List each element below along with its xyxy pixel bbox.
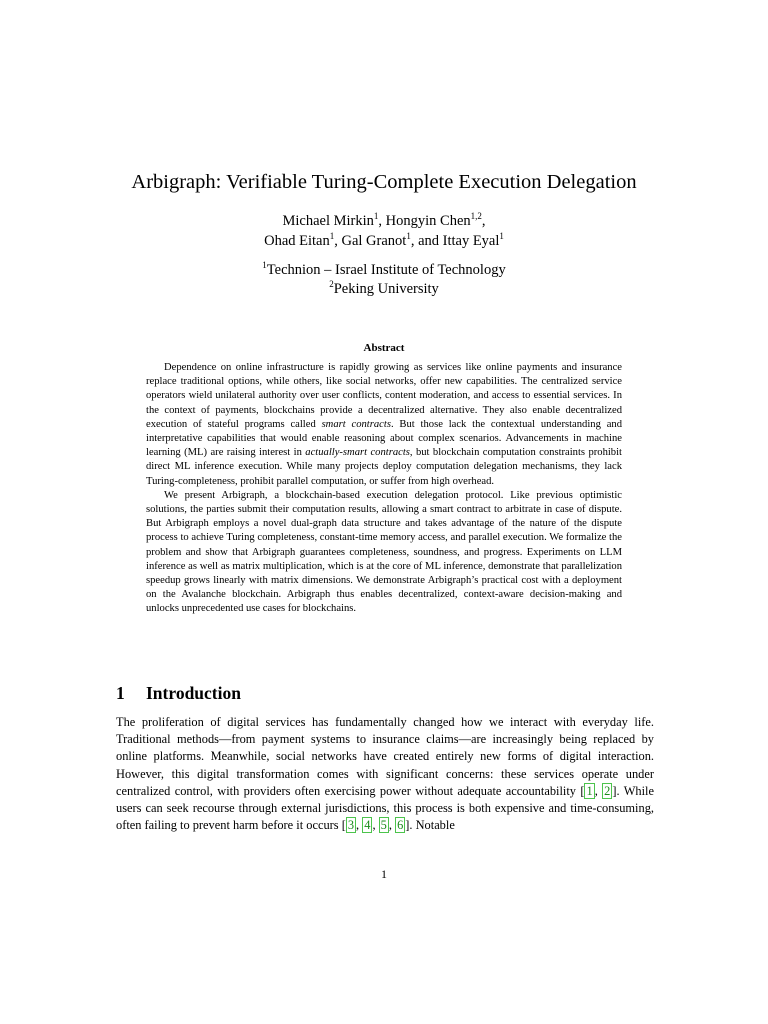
author-affiliation-mark: 1 xyxy=(329,231,335,241)
affiliation-name: Technion – Israel Institute of Technology xyxy=(266,262,506,278)
citation-separator: , xyxy=(356,818,363,833)
abstract-paragraph-1 xyxy=(146,361,622,489)
citation-link[interactable]: 4 xyxy=(364,818,371,833)
section-number: 1 xyxy=(116,683,125,703)
abstract-emphasis: actually-smart contracts xyxy=(305,447,410,459)
citation-link[interactable]: 3 xyxy=(347,818,355,833)
citation-separator: , xyxy=(372,818,379,833)
section-title: Introduction xyxy=(146,683,241,703)
author-name: Ohad Eitan xyxy=(264,233,330,249)
author-name: Ittay Eyal xyxy=(442,233,500,249)
section-heading xyxy=(116,683,241,704)
affiliation-mark: 1 xyxy=(262,260,267,270)
author-name: Gal Granot xyxy=(341,233,407,249)
affiliation-item xyxy=(0,280,768,299)
citation-separator: , xyxy=(594,783,603,798)
affiliation-list xyxy=(0,261,768,299)
author-affiliation-mark: 1 xyxy=(499,231,504,241)
intro-paragraph: The proliferation of digital services has fundamentally changed how we interact with everyday life. Traditional methods—from payment systems to insurance claims—are increasingly being replaced by online platforms. Meanwhile, social networks have created entirely new forms of digital interaction. However, this digital transformation comes with significant concerns: these services operate under centralized control, with providers often exercising power without adequate accountability [ 1 , 2 ]. While users can seek recourse through external jurisdictions, this process is both expensive and time-consuming, often failing to prevent harm before it occurs [ 3 , 4 , 5 , 6 ]. Notable xyxy=(116,715,654,833)
author-name: Hongyin Chen xyxy=(385,213,471,229)
author-separator: , xyxy=(481,213,486,229)
citation-link[interactable]: 1 xyxy=(586,783,593,798)
author-affiliation-mark: 1 xyxy=(406,231,411,241)
abstract-emphasis: smart contracts xyxy=(321,418,391,430)
abstract-heading: Abstract xyxy=(363,342,405,354)
author-affiliation-mark: 1,2 xyxy=(470,211,482,221)
affiliation-item xyxy=(0,261,768,280)
citation-separator: , xyxy=(388,818,396,833)
author-separator: , xyxy=(334,233,342,249)
abstract-text: , but blockchain computation constraints prohibit direct ML inference execution. While many projects deploy computation delegation mechanisms, they lack Turing-completeness, prohibit parallel computation, or suffer from high overhead. xyxy=(146,447,622,487)
paper-title: Arbigraph: Verifiable Turing-Complete Execution Delegation xyxy=(131,171,637,193)
abstract-text: . But those lack the contextual understanding and interpretative capabilities that would enable reasoning about complex scenarios. Advancements in machine learning (ML) are raising interest in xyxy=(146,418,622,459)
abstract-body xyxy=(146,361,622,617)
intro-text: The proliferation of digital services has fundamentally changed how we interact with everyday life. Traditional methods—from payment systems to insurance claims—are increasingly being replaced by online platforms. Meanwhile, social networks have created entirely new forms of digital interaction. However, this digital transformation comes with significant concerns: these services operate under centralized control, with providers often exercising power without adequate accountability xyxy=(116,715,654,798)
author-affiliation-mark: 1 xyxy=(373,211,379,221)
author-line-1 xyxy=(0,211,768,231)
author-line-2 xyxy=(0,231,768,251)
author-list xyxy=(0,211,768,251)
intro-body xyxy=(116,714,654,834)
abstract-text: Dependence on online infrastructure is rapidly growing as services like online payments and insurance replace traditional options, while others, like social networks, offer new capabilities. The centralized service operators wield unilateral authority over user conflicts, content moderation, and access to essential services. In the context of payments, blockchains provide a decentralized alternative. They also enable decentralized execution of stateful programs called xyxy=(146,362,622,430)
author-separator: , xyxy=(378,213,386,229)
author-name: Michael Mirkin xyxy=(282,213,374,229)
citation-link[interactable]: 2 xyxy=(604,783,611,798)
affiliation-mark: 2 xyxy=(329,279,334,289)
intro-text: . While users can seek recourse through external jurisdictions, this process is both expensive and time-consuming, often failing to prevent harm before it occurs xyxy=(116,783,654,833)
abstract-paragraph-2: We present Arbigraph, a blockchain-based execution delegation protocol. Like previous optimistic solutions, the parties submit their computation results, allowing a smart contract to arbitrate in case of dispute. But Arbigraph employs a novel dual-graph data structure and takes advantage of the nature of the dispute process to achieve Turing completeness, constant-time memory access, and parallel execution. We formalize the problem and show that Arbigraph guarantees completeness, soundness, and progress. Experiments on LLM inference as well as matrix multiplication, which is at the core of ML inference, demonstrate that parallelization speedup grows linearly with matrix dimensions. We demonstrate Arbigraph’s practical cost with a deployment on the Avalanche blockchain. Arbigraph thus enables decentralized, context-aware decision-making and unlocks unprecedented use cases for blockchains. xyxy=(146,489,622,615)
citation-link[interactable]: 5 xyxy=(380,818,387,833)
citation-link[interactable]: 6 xyxy=(397,818,404,833)
intro-text: . Notable xyxy=(409,818,455,833)
affiliation-name: Peking University xyxy=(333,281,439,297)
page-number: 1 xyxy=(381,867,387,881)
author-separator: , and xyxy=(410,233,443,249)
